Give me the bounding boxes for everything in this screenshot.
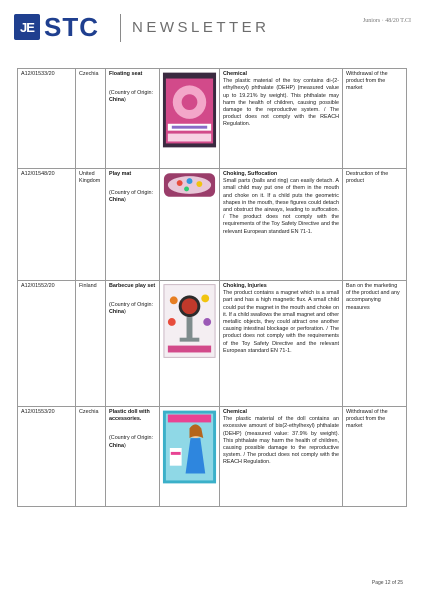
page-number: Page 12 of 25 [371,580,403,586]
reference-cell: A12/01552/20 [18,281,76,407]
product-name: Floating seat [109,71,143,77]
country-cell: Czechia [76,407,106,507]
risk-description: Small parts (balls and ring) can easily detach. A small child may put one of them in the mouth and choke on it. If a child puts the geometric shapes in the mouth, these figures could detach and obstruct the airways, leading to suffocation. / The product does not comply with the requirements of the Toy Safety Directive and the relevant European standard EN 71-1. [223,178,339,235]
risk-cell [220,69,343,169]
floating-seat-photo-icon [160,70,219,150]
risk-type: Chemical [223,71,247,77]
reference-cell: A12/01533/20 [18,69,76,169]
risk-description: The product contains a magnet which is a small part and has a high magnetic flux. A small child could put the magnet in the mouth and choke on it. If a child swallows the small magnet and other metallic objects, they could attract one another causing intestinal blockage or perforation. / The product does not comply with the requirements of the Toy Safety Directive and the relevant European standard EN 71-1. [223,290,339,354]
page-header [0,0,425,58]
table-row [18,281,407,407]
country-of-origin: (Country of Origin: China) [109,90,154,104]
risk-type: Chemical [223,409,247,415]
measure-cell: Withdrawal of the product from the market [343,69,407,169]
product-cell [106,69,160,169]
risk-description: The plastic material of the toy contains di-(2-ethylhexyl) phthalate (DEHP) (measured value up to 19.21% by weight). This phthalate may harm the health of children, causing possible damage to the reproductive system. / The product does not comply with the REACH Regulation. [223,78,339,128]
logo-text: STC [44,12,99,42]
risk-cell [220,407,343,507]
table-row [18,69,407,169]
country-of-origin: (Country of Origin: China) [109,190,154,204]
reference-cell: A12/01548/20 [18,169,76,281]
country-of-origin: (Country of Origin: China) [109,302,154,316]
image-cell [160,281,220,407]
product-name: Barbecue play set [109,283,156,289]
doll-box-photo-icon [160,408,219,486]
stc-logo [14,14,99,40]
image-cell [160,169,220,281]
reference-cell: A12/01553/20 [18,407,76,507]
image-cell [160,407,220,507]
product-name: Play mat [109,171,132,177]
risk-description: The plastic material of the doll contains an excessive amount of bis(2-ethylhexyl) phthalate (DEHP) (measured value: 37.9% by weight). This phthalate may harm the health of children, causing possible damage to the reproductive system. / The product does not comply with the REACH Regulation. [223,416,339,466]
product-cell [106,407,160,507]
play-mat-photo-icon [160,170,219,200]
country-of-origin: (Country of Origin: China) [109,435,154,449]
measure-cell: Withdrawal of the product from the market [343,407,407,507]
risk-type: Choking, Suffocation [223,171,278,177]
country-cell: Finland [76,281,106,407]
measure-cell: Ban on the marketing of the product and any accompanying measures [343,281,407,407]
country-cell: Czechia [76,69,106,169]
table-row [18,407,407,507]
product-cell [106,281,160,407]
risk-type: Choking, Injuries [223,283,267,289]
header-divider [120,14,121,42]
edition-label: Juniors · 48/20 T.CI [362,18,411,24]
measure-cell: Destruction of the product [343,169,407,281]
country-cell: United Kingdom [76,169,106,281]
risk-cell [220,281,343,407]
barbecue-set-photo-icon [160,282,219,360]
logo-mark-icon: JE [14,14,40,40]
page-title: NEWSLETTER [132,19,270,36]
risk-cell [220,169,343,281]
product-name: Plastic doll with accessories. [109,409,150,423]
product-alert-table [17,68,407,507]
table-row [18,169,407,281]
product-cell [106,169,160,281]
image-cell [160,69,220,169]
